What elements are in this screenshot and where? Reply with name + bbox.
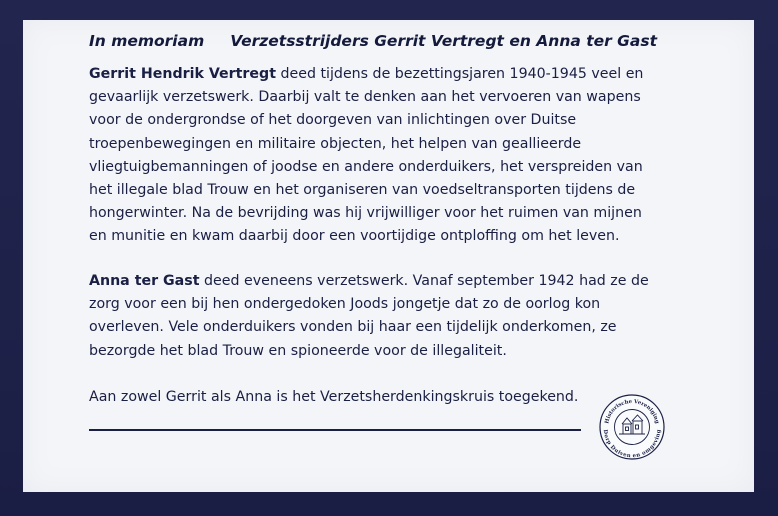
- heading-names: Verzetsstrijders Gerrit Vertregt en Anna ter Gast: [230, 32, 657, 50]
- svg-text:Historische Vereniging: Historische Vereniging: [604, 398, 660, 425]
- plaque-heading: [89, 32, 657, 50]
- heading-in-memoriam: In memoriam: [89, 32, 205, 50]
- paragraph-anna: [89, 270, 649, 363]
- signature-line: [89, 429, 581, 431]
- historical-society-seal: [599, 394, 665, 460]
- text-anna: deed eveneens verzetswerk. Vanaf september 1942 had ze de zorg voor een bij hen ondergedoken Joods jongetje dat zo de oorlog kon overleven. Vele onderduikers vonden bij haar een tijdelijk onderkomen, ze bezorgde het blad Trouw en spioneerde voor de illegaliteit.: [89, 273, 649, 359]
- name-anna: Anna ter Gast: [89, 273, 200, 289]
- text-gerrit: deed tijdens de bezettingsjaren 1940-1945 veel en gevaarlijk verzetswerk. Daarbij valt te denken aan het vervoeren van wapens voor de ondergrondse of het doorgeven van inlichtingen over Duitse troepenbewegingen en militaire objecten, het helpen van geallieerde vliegtuigbemanningen of joodse en andere onderduikers, het verspreiden van het illegale blad Trouw en het organiseren van voedseltransporten tijdens de hongerwinter. Na de bevrijding was hij vrijwilliger voor het ruimen van mijnen en munitie en kwam daarbij door een voortijdige ontploffing om het leven.: [89, 66, 644, 245]
- svg-text:Dorp Duiven en omgeving: Dorp Duiven en omgeving: [601, 429, 663, 460]
- paragraph-gerrit: [89, 63, 649, 249]
- paragraph-award: Aan zowel Gerrit als Anna is het Verzetsherdenkingskruis toegekend.: [89, 389, 579, 405]
- name-gerrit: Gerrit Hendrik Vertregt: [89, 66, 276, 82]
